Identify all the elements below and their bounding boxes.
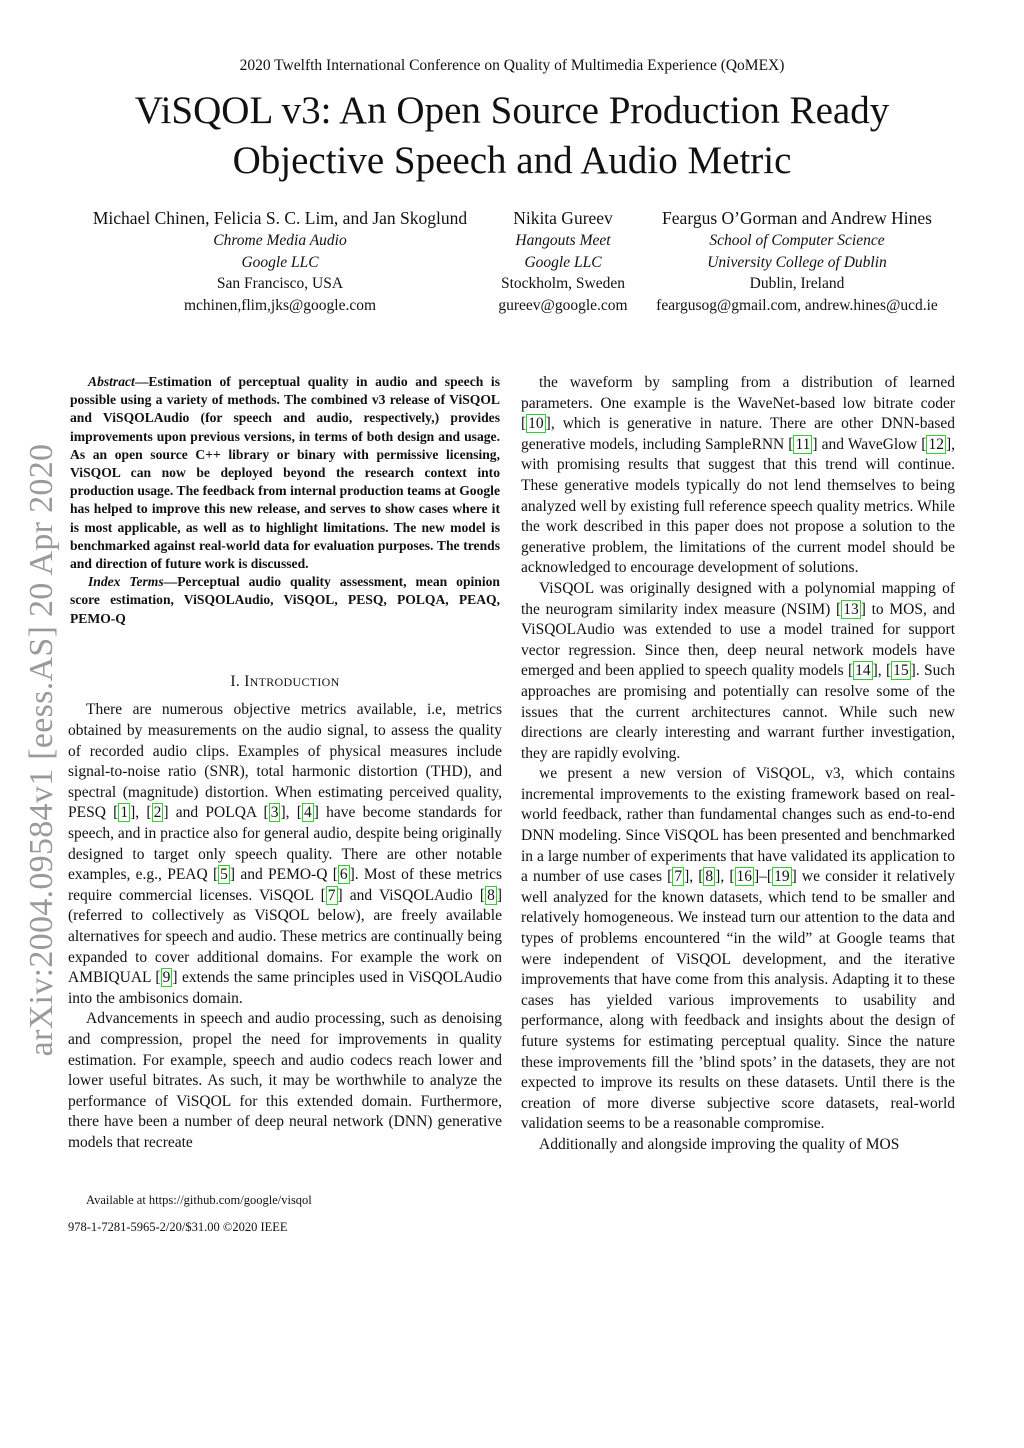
paragraph-text: . Such approaches are promising and potentially can resolve some of the issues that the current architectures cannot. While such new directions are clearly interesting and warrant further investigation, they are rapidly evolving.	[521, 662, 956, 762]
citation-link[interactable]: [ 1 ]	[113, 804, 136, 822]
body-paragraph	[521, 373, 955, 579]
body-paragraph	[68, 1009, 502, 1153]
author-dept: Hangouts Meet	[515, 232, 611, 249]
abstract	[68, 373, 502, 628]
author-location: Dublin, Ireland	[749, 275, 845, 292]
citation-link[interactable]: [ 7 ]	[667, 868, 690, 886]
body-paragraph	[521, 764, 955, 1135]
citation-link[interactable]: [ 19 ]	[766, 868, 797, 886]
author-org: Google LLC	[241, 253, 319, 271]
paragraph-text: ,	[285, 804, 297, 822]
paragraph-text: Additionally and alongside improving the quality of MOS	[539, 1135, 900, 1153]
author-email: gureev@google.com	[498, 296, 628, 314]
paragraph-text: we present a new version of ViSQOL, v3, which contains incremental improvements to the existing framework based on real-world feedback, rather than fundamental changes such as end-to-end DNN modeling. Since ViSQOL has been presented and benchmarked in a large number of experiments that have validated its application to a number of use cases	[521, 765, 955, 886]
arxiv-stamp: arXiv:2004.09584v1 [eess.AS] 20 Apr 2020	[23, 443, 60, 1057]
paragraph-text: the waveform by sampling from a distribution of learned parameters. One example is the WaveNet-based low bitrate coder	[521, 374, 955, 412]
section-title-rest: NTRODUCTION	[249, 674, 340, 689]
intro-body-right	[521, 373, 955, 1156]
paragraph-text: . Most of these metrics require commercial licenses. ViSQOL	[68, 866, 502, 904]
paragraph-text: and WaveGlow	[817, 435, 922, 453]
index-terms	[70, 573, 500, 628]
title-line-1: ViSQOL v3: An Open Source Production Ready	[134, 89, 890, 132]
citation-link[interactable]: [ 14 ]	[847, 662, 878, 680]
copyright-line: 978-1-7281-5965-2/20/$31.00 ©2020 IEEE	[68, 1220, 288, 1234]
author-group-ucd	[638, 206, 956, 316]
body-paragraph	[521, 579, 955, 764]
paragraph-text: ,	[877, 662, 886, 680]
citation-link[interactable]: [ 12 ]	[921, 435, 952, 453]
citation-link[interactable]: [ 15 ]	[885, 662, 916, 680]
paragraph-text: we consider it relatively well analyzed for the known datasets, which tend to be smaller and relatively homogeneous. We instead turn our attention to the data and types of problems encountered “in the wild” at Google teams that were independent of ViSQOL development, and the iterative improvements that have come from this analysis. Adapting it to these cases has yielded various improvements to usability and performance, along with feedback and insights about the design of future systems for estimating perceptual quality. Since the nature these improvements fill the ’blind spots’ in the datasets, they are not expected to improve its results on these datasets. Until there is the creation of more diverse subjective score datasets, real-world validation seems to be a reasonable compromise.	[521, 868, 955, 1133]
author-group-google-sf	[68, 206, 492, 316]
index-terms-label: Index Terms	[88, 574, 164, 590]
citation-link[interactable]: [ 2 ]	[146, 804, 169, 822]
left-column	[68, 373, 502, 1154]
author-location: San Francisco, USA	[216, 275, 344, 292]
abstract-text: —Estimation of perceptual quality in audio and speech is possible using a variety of methods. The combined v3 release of ViSQOL and ViSQOLAudio (for speech and audio, respectively,) provides improvements upon previous versions, in terms of both design and usage. As an open source C++ library or binary with permissive licensing, ViSQOL can now be deployed beyond the research context into production usage. The feedback from internal production teams at Google has helped to improve this new release, and serves to show cases where it is most applicable, as well as to highlight limitations. The new model is benchmarked against real-world data for evaluation purposes. The trends and direction of future work is discussed.	[70, 374, 500, 572]
citation-link[interactable]: [ 4 ]	[296, 804, 319, 822]
citation-link[interactable]: [ 3 ]	[263, 804, 286, 822]
author-email: mchinen,flim,jks@google.com	[183, 296, 377, 314]
paper-title	[60, 86, 964, 186]
body-paragraph	[68, 700, 502, 1009]
conference-header: 2020 Twelfth International Conference on Quality of Multimedia Experience (QoMEX)	[239, 57, 785, 74]
abstract-label: Abstract	[88, 374, 135, 389]
author-dept: Chrome Media Audio	[213, 232, 347, 249]
section-first-letter: I	[244, 672, 250, 690]
right-column	[521, 373, 955, 1156]
paragraph-text: ,	[135, 804, 147, 822]
author-names: Nikita Gureev	[513, 208, 613, 228]
author-org: University College of Dublin	[707, 253, 887, 271]
paragraph-text: There are numerous objective metrics available, i.e, metrics obtained by measurements on the audio signal, to assess the quality of recorded audio clips. Examples of physical measures include signal-to-noise ratio (SNR), total harmonic distortion (THD), and spectral (magnitude) distortion. When estimating perceived quality, PESQ	[68, 701, 502, 822]
citation-link[interactable]: [ 8 ]	[479, 886, 502, 904]
abstract-paragraph	[70, 373, 500, 573]
citation-link[interactable]: [ 16 ]	[729, 868, 760, 886]
citation-link[interactable]: [ 11 ]	[788, 435, 818, 453]
author-block	[0, 206, 1024, 316]
index-terms-text: —Perceptual audio quality assessment, mean opinion score estimation, ViSQOLAudio, ViSQOL, PESQ, POLQA, PEAQ, PEMO-Q	[70, 574, 500, 626]
section-numeral: I.	[230, 672, 240, 690]
citation-link[interactable]: [ 9 ]	[155, 969, 178, 987]
paragraph-text: ViSQOL was originally designed with a polynomial mapping of the neurogram similarity index measure (NSIM)	[521, 579, 955, 618]
citation-link[interactable]: [ 8 ]	[698, 868, 721, 886]
title-line-2: Objective Speech and Audio Metric	[232, 139, 792, 182]
citation-link[interactable]: [ 6 ]	[332, 866, 355, 884]
citation-link[interactable]: [ 5 ]	[212, 866, 236, 884]
author-dept: School of Computer Science	[709, 232, 885, 249]
paragraph-text: and PEMO-Q	[235, 866, 333, 884]
citation-link[interactable]: [ 10 ]	[521, 415, 551, 433]
author-group-google-stockholm	[488, 206, 638, 316]
author-names: Feargus O’Gorman and Andrew Hines	[662, 208, 932, 228]
citation-link[interactable]: [ 7 ]	[320, 886, 343, 904]
paragraph-text: Advancements in speech and audio processing, such as denoising and compression, propel the need for improvements in quality estimation. For example, speech and audio codecs reach lower and lower useful bitrates. As such, it may be worthwhile to analyze the performance of ViSQOL for this extended domain. Furthermore, there have been a number of deep neural network (DNN) generative models that recreate	[68, 1010, 502, 1151]
paragraph-text: and POLQA	[168, 804, 264, 822]
footnote: Available at https://github.com/google/visqol	[86, 1193, 312, 1207]
paragraph-text: to MOS, and ViSQOLAudio was extended to use a model trained for support vector regression. Since then, deep neural network models have emerged and been applied to speech quality models	[521, 600, 955, 680]
author-email: feargusog@gmail.com, andrew.hines@ucd.ie	[656, 296, 938, 314]
paragraph-text: ,	[689, 868, 699, 886]
paragraph-text: ,	[720, 868, 730, 886]
author-names: Michael Chinen, Felicia S. C. Lim, and Jan Skoglund	[92, 208, 468, 228]
paragraph-text: , which is generative in nature. There are other DNN-based generative models, including SampleRNN	[521, 415, 955, 453]
intro-body-left	[68, 700, 502, 1153]
author-org: Google LLC	[524, 253, 602, 271]
paragraph-text: , with promising results that suggest that this trend will continue. These generative models typically do not lend themselves to being analyzed well by existing full reference speech quality metrics. While the work described in this paper does not propose a solution to the generative problem, the limitations of the current model should be acknowledged to encourage development of solutions.	[521, 435, 955, 577]
citation-link[interactable]: [ 13 ]	[836, 600, 866, 618]
section-heading-introduction	[68, 672, 502, 693]
body-paragraph	[521, 1135, 955, 1156]
paragraph-text: and ViSQOLAudio	[342, 886, 480, 904]
author-location: Stockholm, Sweden	[501, 275, 625, 292]
paragraph-text: have become standards for speech, and in practice also for general audio, despite being originally designed to target only speech quality. There are other notable examples, e.g., PEAQ	[68, 804, 503, 884]
paragraph-text: (referred to collectively as ViSQOL below), are freely available alternatives for speech and audio. These metrics are continually being expanded to cover additional domains. For example the work on AMBIQUAL	[68, 907, 502, 987]
paragraph-text: –	[759, 868, 767, 886]
paragraph-text: extends the same principles used in ViSQOLAudio into the ambisonics domain.	[68, 969, 502, 1007]
